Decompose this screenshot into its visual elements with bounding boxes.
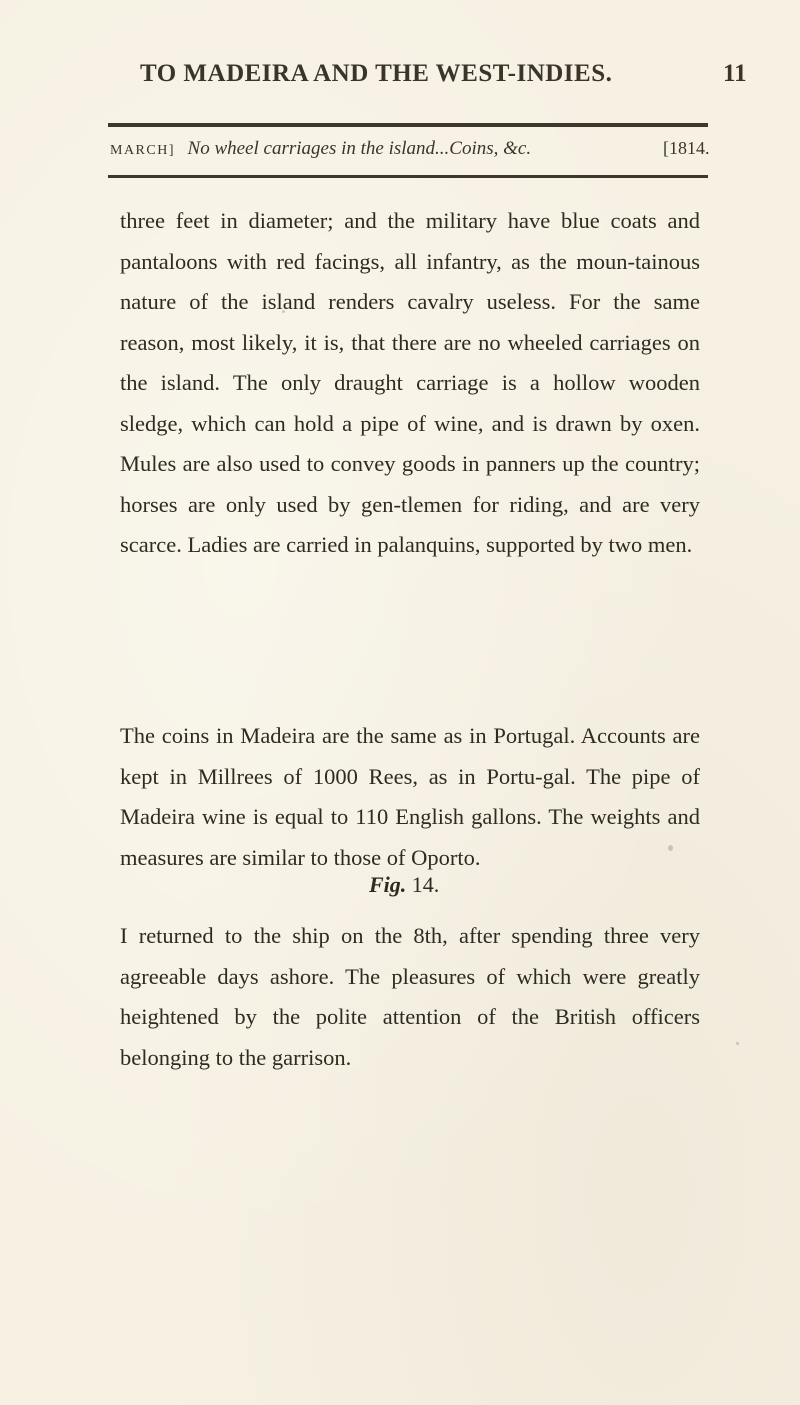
paragraph-coins: The coins in Madeira are the same as in Portugal. Accounts are kept in Millrees of 1000 Rees, as in Portu-gal. The pipe of Madeira wine is equal to 110 English gallons. The weights and measures are similar to those of Oporto.: [120, 723, 700, 870]
figure-label: Fig. 14.: [369, 872, 440, 897]
headline-year: [1814.: [663, 138, 710, 158]
paper-spot: [668, 845, 673, 851]
header-rule-bottom: [108, 175, 708, 178]
paper-spot: [282, 310, 285, 313]
paragraph-carriages: three feet in diameter; and the military have blue coats and pantaloons with red facings, all infantry, as the moun-tainous nature of the island renders cavalry useless. For the same reason, most likely, it is, that there are no wheeled carriages on the island. The only draught carriage is a hollow wooden sledge, which can hold a pipe of wine, and is drawn by oxen. Mules are also used to convey goods in panners up the country; horses are only used by gen-tlemen for riding, and are very scarce. Ladies are carried in palanquins, supported by two men.: [120, 208, 700, 557]
header-rule-top: [108, 123, 708, 127]
headline-month: MARCH]: [110, 143, 176, 158]
page-number: 11: [723, 60, 747, 87]
headline-topic: No wheel carriages in the island...Coins, &c.: [187, 138, 532, 159]
paper-spot: [736, 1042, 739, 1045]
section-headline: [110, 138, 710, 160]
running-title: TO MADEIRA AND THE WEST-INDIES.: [140, 60, 613, 87]
paragraph-return: I returned to the ship on the 8th, after spending three very agreeable days ashore. The pleasures of which were greatly heightened by the polite attention of the British officers belonging to the garrison.: [120, 923, 700, 1070]
